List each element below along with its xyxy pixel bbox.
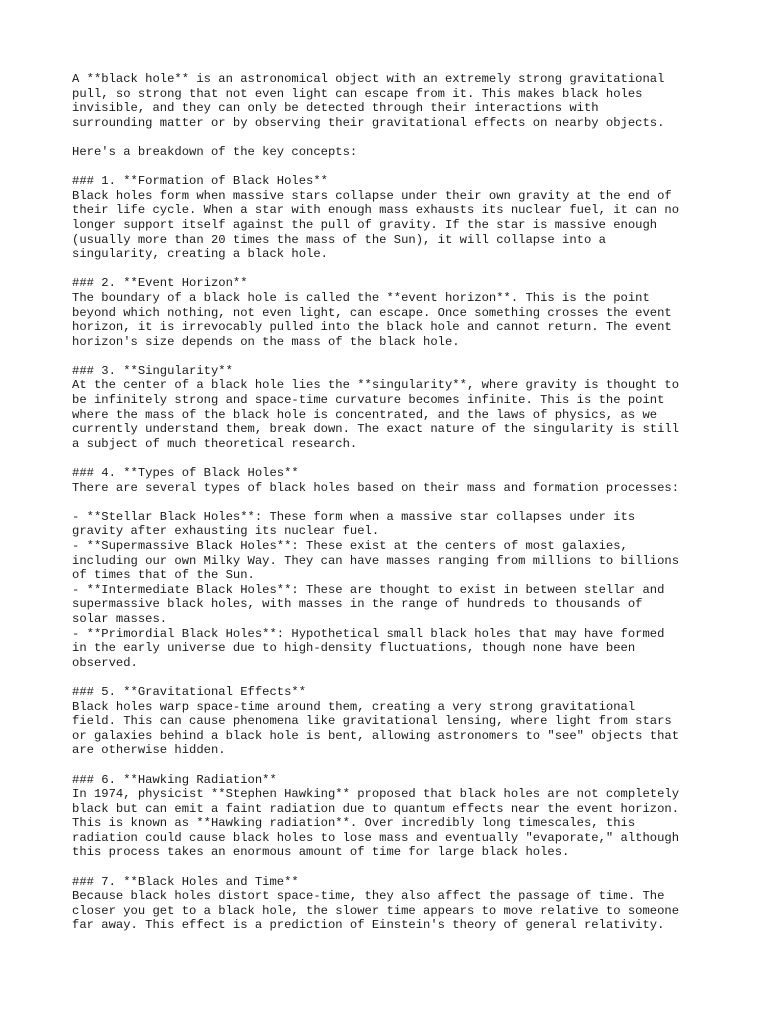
list-item: - **Intermediate Black Holes**: These are thought to exist in between stellar and (72, 582, 665, 597)
text-line: currently understand them, break down. The exact nature of the singularity is still (72, 422, 680, 437)
text-line: in the early universe due to high-density fluctuations, though none have been (72, 641, 636, 656)
section-heading: ### 6. **Hawking Radiation** (72, 772, 277, 787)
section-heading: ### 7. **Black Holes and Time** (72, 874, 299, 889)
text-line: Here's a breakdown of the key concepts: (72, 144, 358, 159)
text-line: this process takes an enormous amount of time for large black holes. (72, 845, 570, 860)
text-line: This is known as **Hawking radiation**. Over incredibly long timescales, this (72, 816, 636, 831)
blank-line (72, 451, 712, 466)
text-line: solar masses. (72, 611, 168, 626)
text-line: pull, so strong that not even light can escape from it. This makes black holes (72, 86, 643, 101)
text-line: In 1974, physicist **Stephen Hawking** proposed that black holes are not completely (72, 787, 680, 802)
text-line: their life cycle. When a star with enough mass exhausts its nuclear fuel, it can no (72, 203, 680, 218)
blank-line (72, 670, 712, 685)
blank-line (72, 130, 712, 145)
blank-line (72, 160, 712, 175)
text-line: far away. This effect is a prediction of Einstein's theory of general relativity. (72, 918, 665, 933)
text-line: closer you get to a black hole, the slower time appears to move relative to someone (72, 903, 680, 918)
text-line: a subject of much theoretical research. (72, 436, 358, 451)
text-line: invisible, and they can only be detected through their interactions with (72, 101, 599, 116)
text-line: singularity, creating a black hole. (72, 247, 328, 262)
text-line: At the center of a black hole lies the **singularity**, where gravity is thought to (72, 378, 680, 393)
text-line: Black holes warp space-time around them, creating a very strong gravitational (72, 699, 636, 714)
text-line: beyond which nothing, not even light, can escape. Once something crosses the event (72, 305, 672, 320)
text-line: The boundary of a black hole is called the **event horizon**. This is the point (72, 290, 650, 305)
text-line: or galaxies behind a black hole is bent, allowing astronomers to "see" objects that (72, 728, 680, 743)
blank-line (72, 262, 712, 277)
blank-line (72, 860, 712, 875)
text-line: radiation could cause black holes to lose mass and eventually "evaporate," although (72, 830, 680, 845)
section-heading: ### 2. **Event Horizon** (72, 276, 248, 291)
text-line: are otherwise hidden. (72, 743, 226, 758)
text-line: longer support itself against the pull of gravity. If the star is massive enough (72, 217, 658, 232)
text-line: supermassive black holes, with masses in the range of hundreds to thousands of (72, 597, 643, 612)
text-line: Because black holes distort space-time, they also affect the passage of time. The (72, 889, 665, 904)
text-line: including our own Milky Way. They can have masses ranging from millions to billions (72, 553, 680, 568)
text-line: surrounding matter or by observing their gravitational effects on nearby objects. (72, 115, 665, 130)
section-heading: ### 3. **Singularity** (72, 363, 233, 378)
blank-line (72, 349, 712, 364)
text-line: where the mass of the black hole is concentrated, and the laws of physics, as we (72, 407, 658, 422)
text-line: Black holes form when massive stars collapse under their own gravity at the end of (72, 188, 672, 203)
blank-line (72, 495, 712, 510)
text-line: horizon's size depends on the mass of the black hole. (72, 334, 460, 349)
text-line: (usually more than 20 times the mass of the Sun), it will collapse into a (72, 232, 606, 247)
text-line: There are several types of black holes based on their mass and formation processes: (72, 480, 680, 495)
text-line: black but can emit a faint radiation due to quantum effects near the event horizon. (72, 801, 680, 816)
text-line: gravity after exhausting its nuclear fuel. (72, 524, 380, 539)
text-line: be infinitely strong and space-time curvature becomes infinite. This is the point (72, 393, 665, 408)
document-body (72, 72, 712, 933)
text-line: A **black hole** is an astronomical object with an extremely strong gravitational (72, 72, 665, 86)
blank-line (72, 758, 712, 773)
text-line: horizon, it is irrevocably pulled into the black hole and cannot return. The event (72, 320, 672, 335)
list-item: - **Stellar Black Holes**: These form when a massive star collapses under its (72, 509, 636, 524)
text-line: of times that of the Sun. (72, 568, 255, 583)
section-heading: ### 5. **Gravitational Effects** (72, 684, 307, 699)
text-line: field. This can cause phenomena like gravitational lensing, where light from stars (72, 714, 672, 729)
list-item: - **Supermassive Black Holes**: These exist at the centers of most galaxies, (72, 539, 628, 553)
section-heading: ### 1. **Formation of Black Holes** (72, 174, 328, 189)
section-heading: ### 4. **Types of Black Holes** (72, 466, 299, 481)
list-item: - **Primordial Black Holes**: Hypothetical small black holes that may have formed (72, 626, 665, 641)
text-line: observed. (72, 655, 138, 670)
